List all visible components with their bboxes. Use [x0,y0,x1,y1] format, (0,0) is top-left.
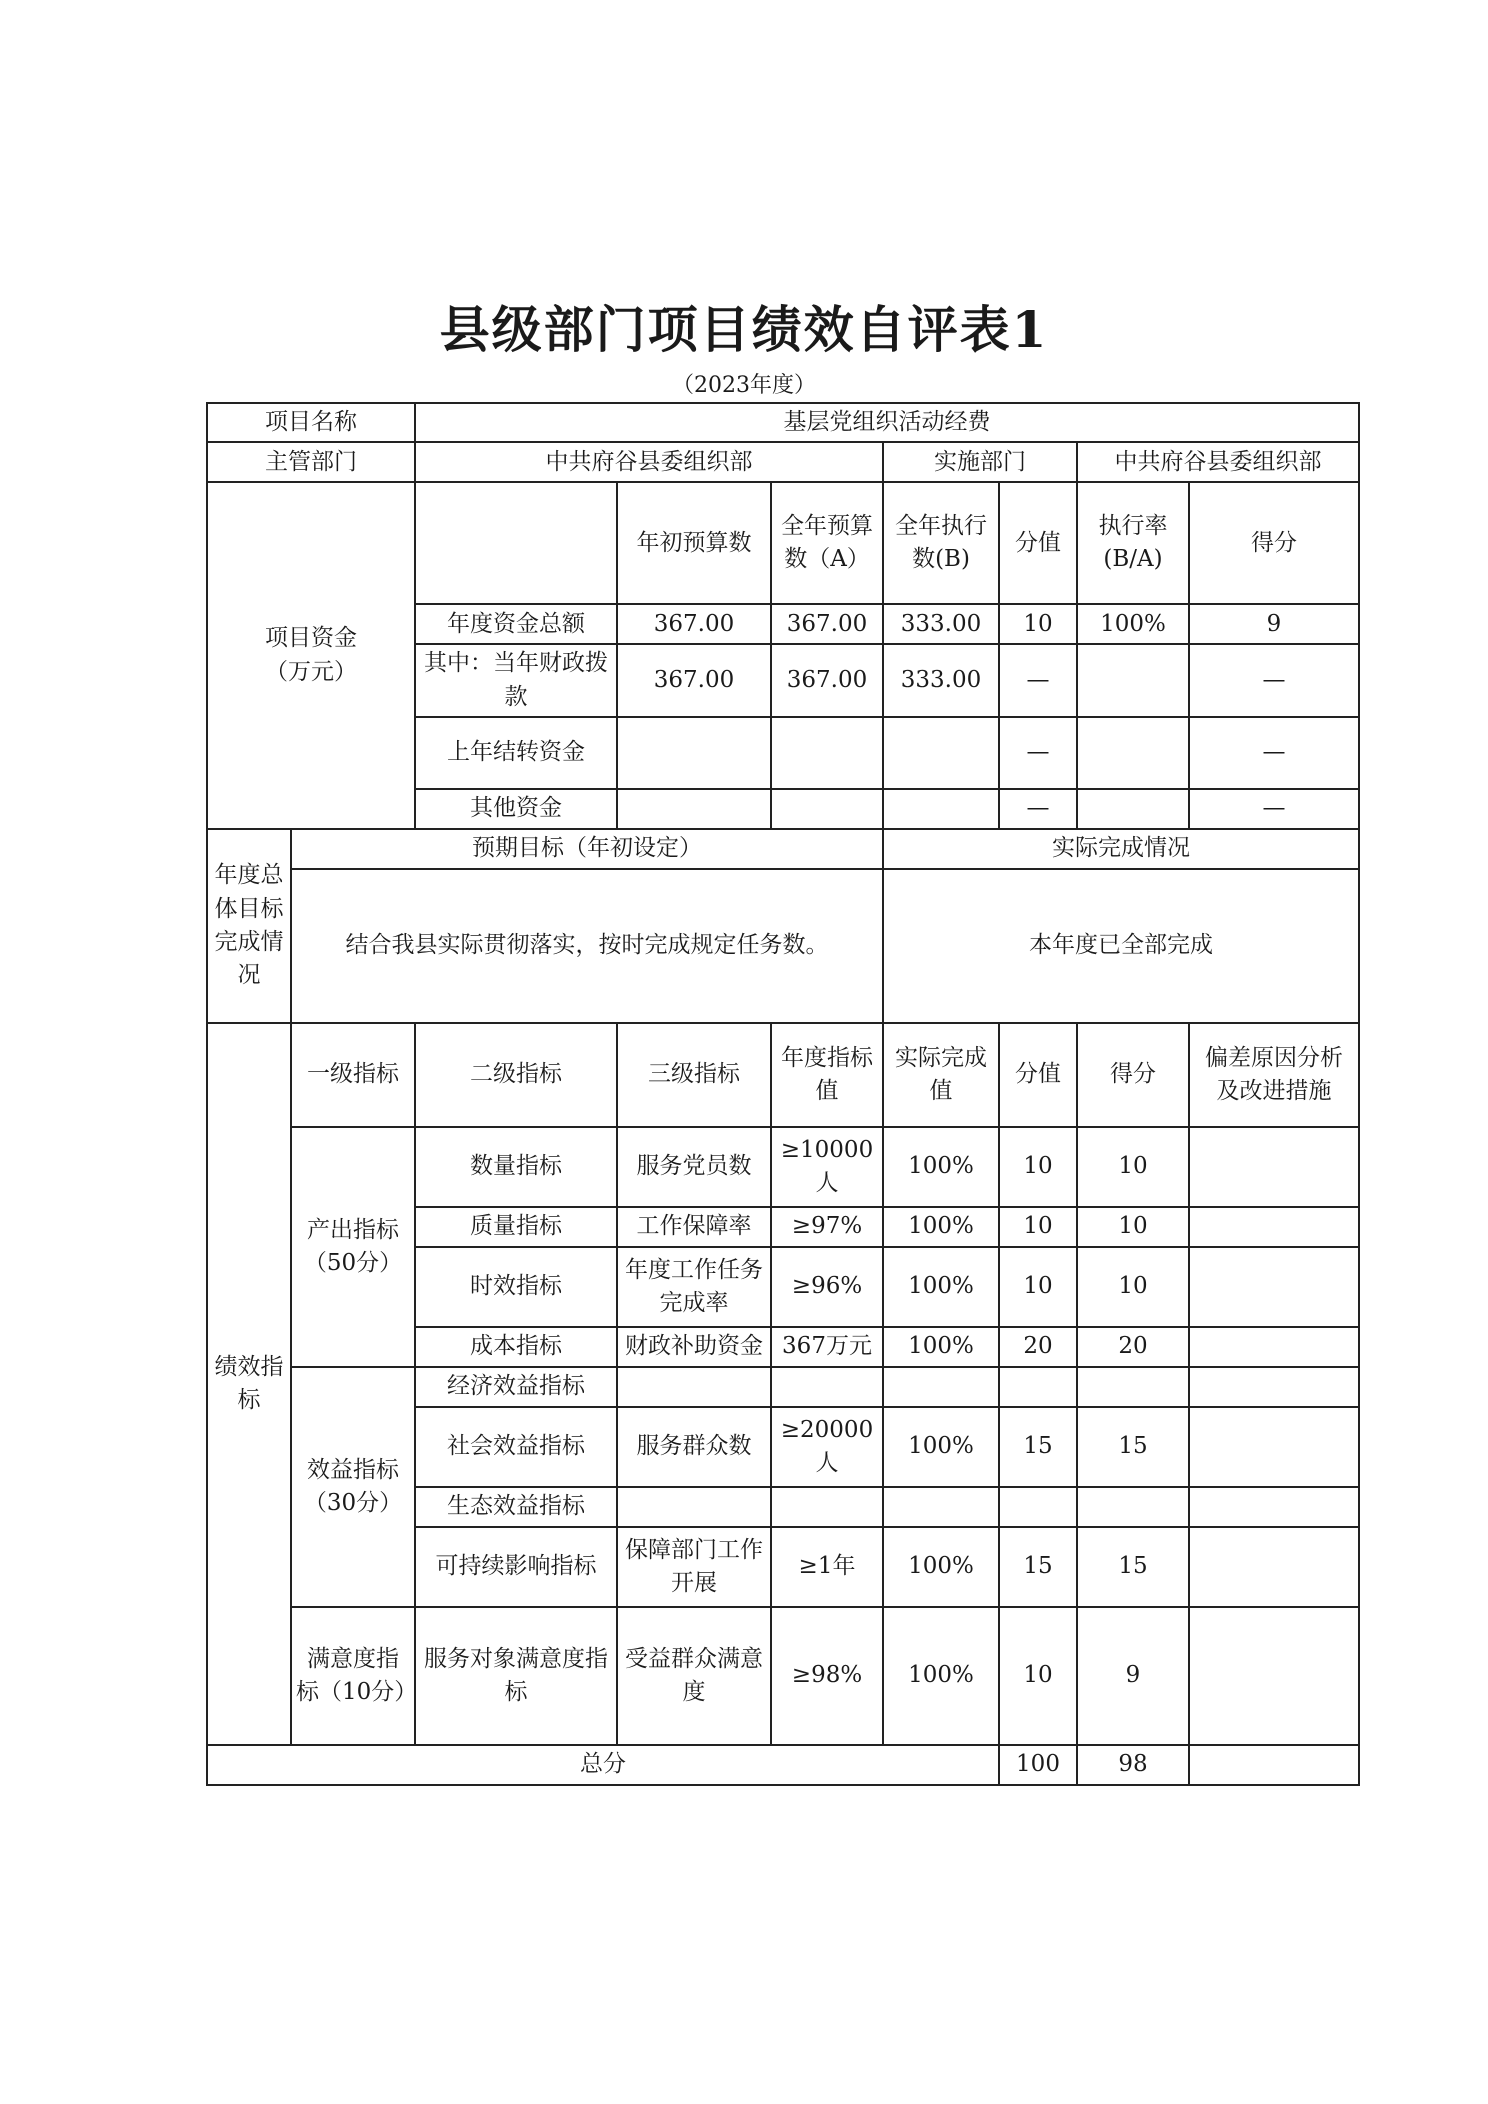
funds-row-label: 上年结转资金 [415,717,617,789]
ind-score-value: 15 [999,1527,1077,1607]
funds-score: — [1189,789,1359,829]
ind-header-actual: 实际完成值 [883,1023,999,1127]
ind-header-score: 得分 [1077,1023,1189,1127]
ind-level2: 质量指标 [415,1207,617,1247]
funds-rate [1077,717,1189,789]
ind-level3: 服务党员数 [617,1127,771,1207]
ind-level2: 时效指标 [415,1247,617,1327]
ind-level3: 年度工作任务完成率 [617,1247,771,1327]
ind-level3: 财政补助资金 [617,1327,771,1367]
ind-deviation [1189,1247,1359,1327]
ind-score: 10 [1077,1207,1189,1247]
ind-level2: 生态效益指标 [415,1487,617,1527]
indicator-row [207,1127,1359,1207]
funds-executed [883,789,999,829]
funds-annual: 367.00 [771,644,883,717]
ind-deviation [1189,1487,1359,1527]
dept-value: 中共府谷县委组织部 [415,442,883,482]
ind-score-value: 10 [999,1127,1077,1207]
department-row [207,442,1359,482]
impl-label: 实施部门 [883,442,1077,482]
total-row [207,1745,1359,1785]
group-output: 产出指标（50分） [291,1127,415,1367]
funds-initial [617,789,771,829]
ind-level3: 受益群众满意度 [617,1607,771,1745]
ind-actual: 100% [883,1207,999,1247]
ind-score-value: 10 [999,1207,1077,1247]
ind-level2: 经济效益指标 [415,1367,617,1407]
ind-actual [883,1487,999,1527]
ind-score: 10 [1077,1127,1189,1207]
funds-header-rate: 执行率(B/A) [1077,482,1189,604]
funds-header-score: 得分 [1189,482,1359,604]
funds-header-blank [415,482,617,604]
ind-actual: 100% [883,1527,999,1607]
ind-target: ≥96% [771,1247,883,1327]
ind-actual: 100% [883,1127,999,1207]
funds-executed: 333.00 [883,604,999,644]
funds-row-label: 其中：当年财政拨款 [415,644,617,717]
ind-score-value: 10 [999,1247,1077,1327]
ind-target [771,1487,883,1527]
ind-level2: 成本指标 [415,1327,617,1367]
funds-annual [771,789,883,829]
funds-executed: 333.00 [883,644,999,717]
funds-unit: （万元） [265,658,357,685]
funds-header-score-value: 分值 [999,482,1077,604]
ind-level3 [617,1367,771,1407]
ind-target: ≥10000人 [771,1127,883,1207]
ind-target: 367万元 [771,1327,883,1367]
funds-row-label: 其他资金 [415,789,617,829]
ind-target: ≥98% [771,1607,883,1745]
funds-executed [883,717,999,789]
ind-target: ≥97% [771,1207,883,1247]
ind-target: ≥20000人 [771,1407,883,1487]
ind-header-score-value: 分值 [999,1023,1077,1127]
project-name-value: 基层党组织活动经费 [415,403,1359,442]
funds-header-executed: 全年执行数(B) [883,482,999,604]
ind-deviation [1189,1607,1359,1745]
ind-score-value [999,1367,1077,1407]
ind-score: 15 [1077,1407,1189,1487]
funds-header-row [207,482,1359,604]
funds-rate: 100% [1077,604,1189,644]
ind-deviation [1189,1207,1359,1247]
project-name-label: 项目名称 [207,403,415,442]
ind-actual: 100% [883,1407,999,1487]
ind-score: 15 [1077,1527,1189,1607]
ind-deviation [1189,1367,1359,1407]
funds-annual: 367.00 [771,604,883,644]
funds-initial: 367.00 [617,644,771,717]
ind-level2: 服务对象满意度指标 [415,1607,617,1745]
indicator-row [207,1367,1359,1407]
ind-level3: 工作保障率 [617,1207,771,1247]
funds-initial [617,717,771,789]
ind-score: 10 [1077,1247,1189,1327]
ind-score-value: 10 [999,1607,1077,1745]
ind-score-value: 15 [999,1407,1077,1487]
ind-deviation [1189,1527,1359,1607]
group-satisfaction: 满意度指标（10分） [291,1607,415,1745]
group-benefit: 效益指标（30分） [291,1367,415,1607]
funds-label-text: 项目资金 [265,625,357,652]
impl-value: 中共府谷县委组织部 [1077,442,1359,482]
ind-header-level1: 一级指标 [291,1023,415,1127]
funds-row-label: 年度资金总额 [415,604,617,644]
goals-label: 年度总体目标完成情况 [207,829,291,1023]
funds-initial: 367.00 [617,604,771,644]
funds-score: — [1189,717,1359,789]
ind-deviation [1189,1327,1359,1367]
ind-level3: 保障部门工作开展 [617,1527,771,1607]
ind-header-deviation: 偏差原因分析及改进措施 [1189,1023,1359,1127]
performance-table [206,402,1360,1786]
ind-target [771,1367,883,1407]
year-subtitle: （2023年度） [672,373,816,398]
funds-rate [1077,644,1189,717]
goals-actual: 本年度已全部完成 [883,869,1359,1023]
funds-score: 9 [1189,604,1359,644]
page-title: 县级部门项目绩效自评表1 [439,300,1049,359]
ind-score [1077,1367,1189,1407]
ind-level3 [617,1487,771,1527]
ind-level2: 可持续影响指标 [415,1527,617,1607]
funds-label [207,482,415,829]
funds-rate [1077,789,1189,829]
ind-actual: 100% [883,1607,999,1745]
funds-score: — [1189,644,1359,717]
funds-header-annual: 全年预算数（A） [771,482,883,604]
ind-actual: 100% [883,1327,999,1367]
ind-header-target: 年度指标值 [771,1023,883,1127]
ind-level2: 社会效益指标 [415,1407,617,1487]
total-score: 98 [1077,1745,1189,1785]
ind-actual: 100% [883,1247,999,1327]
ind-header-level2: 二级指标 [415,1023,617,1127]
ind-score-value [999,1487,1077,1527]
goals-expected: 结合我县实际贯彻落实，按时完成规定任务数。 [291,869,883,1023]
ind-actual [883,1367,999,1407]
funds-score-value: 10 [999,604,1077,644]
ind-score: 20 [1077,1327,1189,1367]
funds-score-value: — [999,717,1077,789]
ind-target: ≥1年 [771,1527,883,1607]
total-deviation [1189,1745,1359,1785]
ind-level3: 服务群众数 [617,1407,771,1487]
project-name-row [207,403,1359,442]
indicators-header-row [207,1023,1359,1127]
goals-expected-header: 预期目标（年初设定） [291,829,883,869]
funds-score-value: — [999,644,1077,717]
dept-label: 主管部门 [207,442,415,482]
ind-score [1077,1487,1189,1527]
ind-score: 9 [1077,1607,1189,1745]
total-label: 总分 [207,1745,999,1785]
goals-header-row [207,829,1359,869]
funds-score-value: — [999,789,1077,829]
ind-deviation [1189,1127,1359,1207]
funds-annual [771,717,883,789]
total-score-value: 100 [999,1745,1077,1785]
funds-header-initial: 年初预算数 [617,482,771,604]
ind-deviation [1189,1407,1359,1487]
goals-actual-header: 实际完成情况 [883,829,1359,869]
indicator-row [207,1607,1359,1745]
indicators-label: 绩效指标 [207,1023,291,1745]
goals-content-row [207,869,1359,1023]
ind-level2: 数量指标 [415,1127,617,1207]
ind-score-value: 20 [999,1327,1077,1367]
ind-header-level3: 三级指标 [617,1023,771,1127]
